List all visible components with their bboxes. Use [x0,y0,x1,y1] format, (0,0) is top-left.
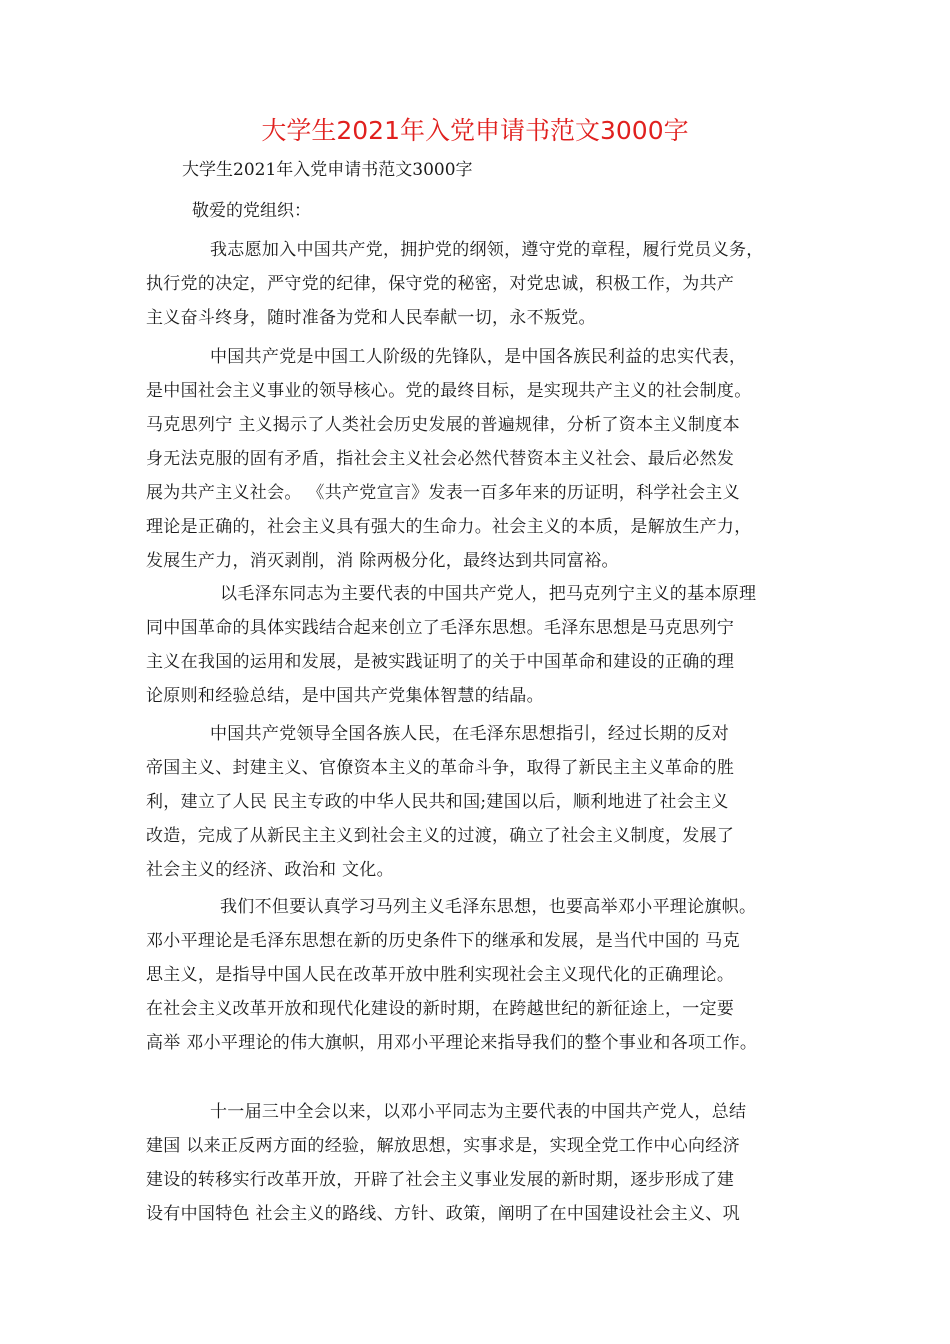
paragraph-line: 高举 邓小平理论的伟大旗帜，用邓小平理论来指导我们的整个事业和各项工作。 [146,1033,758,1053]
paragraph-reform [146,1095,826,1231]
paragraph-line: 展为共产主义社会。 《共产党宣言》发表一百多年来的历证明，科学社会主义 [146,483,740,503]
paragraph-line: 身无法克服的固有矛盾，指社会主义社会必然代替资本主义社会、最后必然发 [146,449,735,469]
paragraph-line: 以毛泽东同志为主要代表的中国共产党人，把马克列宁主义的基本原理 [220,584,757,604]
paragraph-line: 我们不但要认真学习马列主义毛泽东思想，也要高举邓小平理论旗帜。 [220,897,757,917]
paragraph-line: 十一届三中全会以来，以邓小平同志为主要代表的中国共产党人，总结 [210,1102,747,1122]
paragraph-line: 理论是正确的，社会主义具有强大的生命力。社会主义的本质，是解放生产力， [146,517,752,537]
paragraph-line: 主义在我国的运用和发展，是被实践证明了的关于中国革命和建设的正确的理 [146,652,735,672]
paragraph-line: 在社会主义改革开放和现代化建设的新时期，在跨越世纪的新征途上，一定要 [146,999,735,1019]
paragraph-line: 利，建立了人民 民主专政的中华人民共和国;建国以后，顺利地进了社会主义 [146,792,729,812]
paragraph-line: 设有中国特色 社会主义的路线、方针、政策，阐明了在中国建设社会主义、巩 [146,1204,740,1224]
paragraph-mao-thought [146,577,826,713]
paragraph-line: 中国共产党是中国工人阶级的先锋队，是中国各族民利益的忠实代表， [210,347,747,367]
paragraph-line: 发展生产力，消灭剥削，消 除两极分化，最终达到共同富裕。 [146,551,619,571]
salutation: 敬爱的党组织： [192,201,311,221]
paragraph-line: 中国共产党领导全国各族人民，在毛泽东思想指引，经过长期的反对 [210,724,729,744]
paragraph-line: 社会主义的经济、政治和 文化。 [146,860,394,880]
paragraph-line: 我志愿加入中国共产党，拥护党的纲领，遵守党的章程，履行党员义务， [210,240,764,260]
document-title: 大学生2021年入党申请书范文3000字 [261,116,689,145]
document-subtitle: 大学生2021年入党申请书范文3000字 [182,160,473,180]
paragraph-line: 同中国革命的具体实践结合起来创立了毛泽东思想。毛泽东思想是马克思列宁 [146,618,735,638]
paragraph-line: 改造，完成了从新民主主义到社会主义的过渡，确立了社会主义制度，发展了 [146,826,735,846]
paragraph-pledge [146,233,826,335]
paragraph-line: 主义奋斗终身，随时准备为党和人民奉献一切，永不叛党。 [146,308,596,328]
paragraph-line: 思主义，是指导中国人民在改革开放中胜利实现社会主义现代化的正确理论。 [146,965,735,985]
paragraph-line: 是中国社会主义事业的领导核心。党的最终目标，是实现共产主义的社会制度。 [146,381,752,401]
paragraph-line: 帝国主义、封建主义、官僚资本主义的革命斗争，取得了新民主主义革命的胜 [146,758,735,778]
paragraph-line: 邓小平理论是毛泽东思想在新的历史条件下的继承和发展，是当代中国的 马克 [146,931,740,951]
paragraph-line: 马克思列宁 主义揭示了人类社会历史发展的普遍规律，分析了资本主义制度本 [146,415,740,435]
paragraph-revolution [146,717,826,887]
paragraph-line: 论原则和经验总结，是中国共产党集体智慧的结晶。 [146,686,544,706]
paragraph-deng-theory [146,890,826,1060]
paragraph-line: 执行党的决定，严守党的纪律，保守党的秘密，对党忠诚，积极工作，为共产 [146,274,735,294]
paragraph-line: 建设的转移实行改革开放，开辟了社会主义事业发展的新时期，逐步形成了建 [146,1170,735,1190]
paragraph-line: 建国 以来正反两方面的经验，解放思想，实事求是，实现全党工作中心向经济 [146,1136,740,1156]
paragraph-party-nature [146,340,826,578]
